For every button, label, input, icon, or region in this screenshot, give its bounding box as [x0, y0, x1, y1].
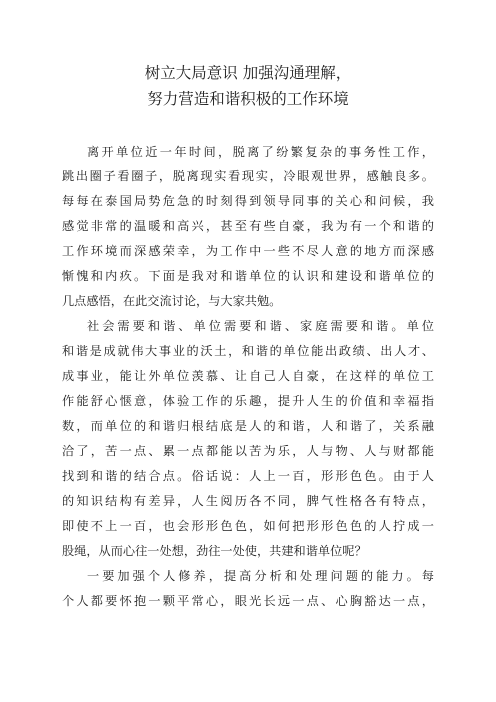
paragraph-1-line-3: 每每在泰国局势危急的时刻得到领导同事的关心和问候，我: [62, 194, 434, 208]
paragraph-1-line-7: 几点感悟，在此交流讨论，与大家共勉。: [62, 294, 282, 308]
paragraph-1-line-6: 惭愧和内疚。下面是我对和谐单位的认识和建设和谐单位的: [62, 269, 434, 283]
paragraph-2-line-9: 即使不上一百，也会形形色色，如何把形形色色的人拧成一: [62, 519, 434, 533]
paragraph-2-line-1: 社会需要和谐、单位需要和谐、家庭需要和谐。单位: [87, 319, 434, 333]
paragraph-1-line-4: 感觉非常的温暖和高兴，甚至有些自豪，我为有一个和谐的: [62, 219, 434, 233]
paragraph-3-line-1: 一要加强个人修养，提高分析和处理问题的能力。每: [87, 569, 434, 583]
paragraph-2-line-10: 股绳，从而心往一处想，劲往一处使，共建和谐单位呢？: [62, 544, 367, 558]
paragraph-1-line-2: 跳出圈子看圈子，脱离现实看现实，冷眼观世界，感触良多。: [62, 169, 434, 183]
paragraph-2-line-8: 的知识结构有差异，人生阅历各不同，脾气性格各有特点，: [62, 494, 434, 508]
paragraph-2-line-2: 和谐是成就伟大事业的沃土，和谐的单位能出政绩、出人才、: [62, 344, 434, 358]
paragraph-2-line-6: 洽了，苦一点、累一点都能以苦为乐，人与物、人与财都能: [62, 444, 434, 458]
paragraph-1-line-1: 离开单位近一年时间，脱离了纷繁复杂的事务性工作，: [87, 145, 434, 159]
paragraph-2-line-5: 数，而单位的和谐归根结底是人的和谐，人和谐了，关系融: [62, 419, 434, 433]
paragraph-2-line-7: 找到和谐的结合点。俗话说：人上一百，形形色色。由于人: [62, 469, 434, 483]
document-title-line-2: 努力营造和谐积极的工作环境: [147, 90, 349, 108]
paragraph-2-line-4: 作能舒心惬意，体验工作的乐趣，提升人生的价值和幸福指: [62, 394, 434, 408]
paragraph-1-line-5: 工作环境而深感荣幸，为工作中一些不尽人意的地方而深感: [62, 244, 434, 258]
paragraph-3-line-2: 个人都要怀抱一颗平常心，眼光长远一点、心胸豁达一点，: [62, 594, 434, 608]
document-title-line-1: 树立大局意识 加强沟通理解，: [144, 64, 352, 82]
paragraph-2-line-3: 成事业，能让外单位羡慕、让自己人自豪，在这样的单位工: [62, 369, 434, 383]
